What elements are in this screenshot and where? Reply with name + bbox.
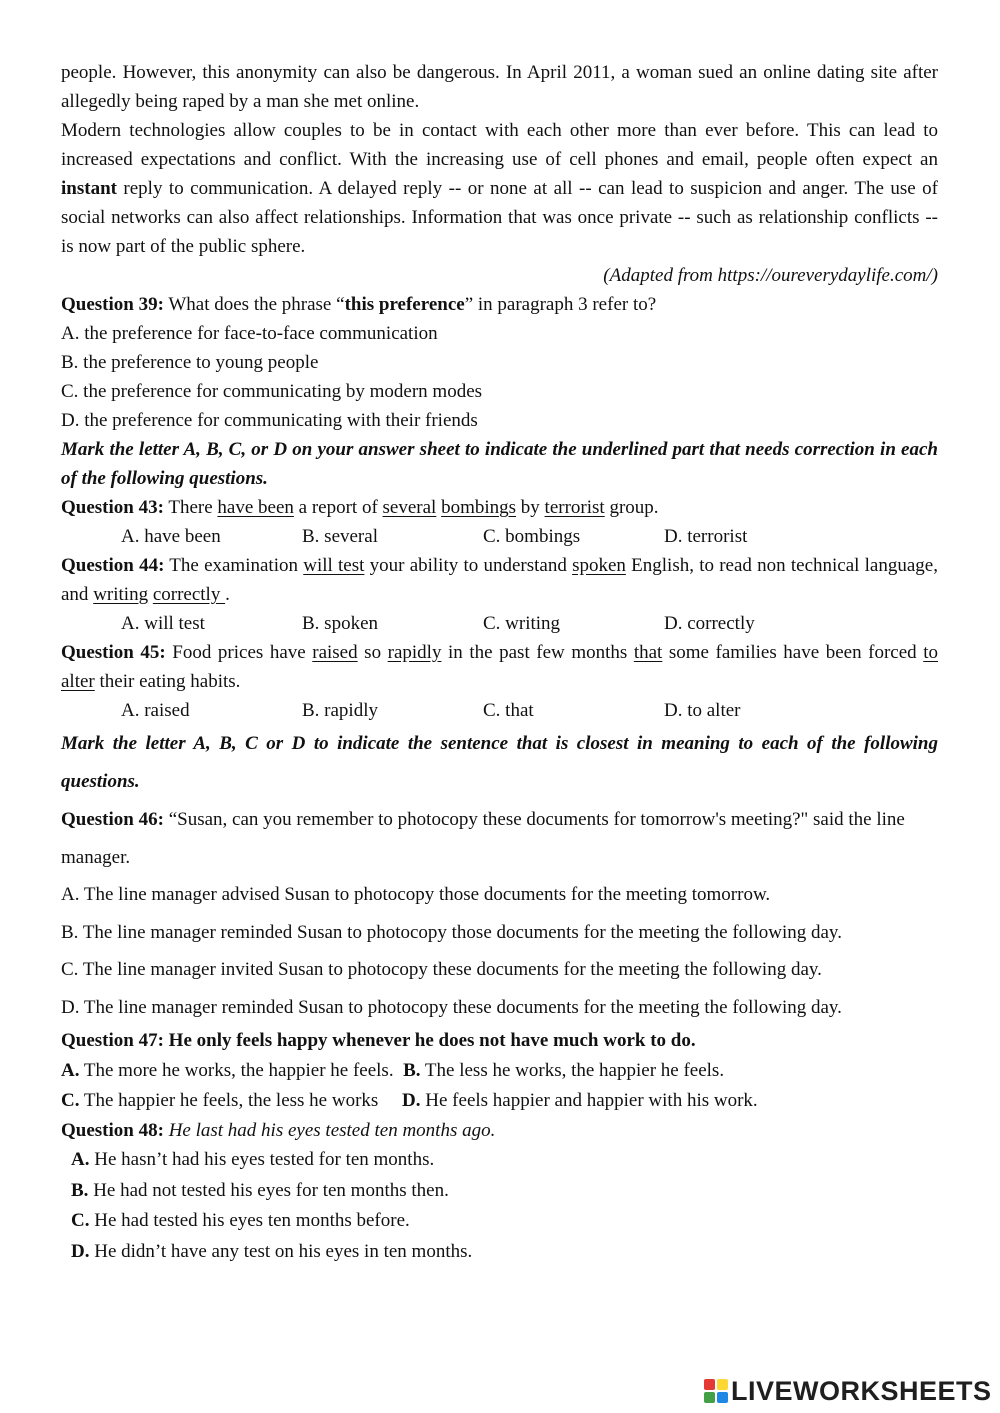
liveworksheets-logo-icon xyxy=(703,1378,729,1404)
q46-option-b[interactable]: B. The line manager reminded Susan to photocopy those documents for the meeting the following day. xyxy=(61,921,842,943)
question-46: Question 46: “Susan, can you remember to photocopy these documents for tomorrow's meeting?" said the line manager. xyxy=(61,809,905,868)
q43-option-b[interactable]: B. several xyxy=(302,526,378,547)
q46-option-d[interactable]: D. The line manager reminded Susan to photocopy these documents for the meeting the following day. xyxy=(61,996,842,1018)
q45-option-d[interactable]: D. to alter xyxy=(664,700,741,721)
passage-paragraph-1: people. However, this anonymity can also be dangerous. In April 2011, a woman sued an online dating site after allegedly being raped by a man she met online. xyxy=(61,62,938,112)
word-instant: instant xyxy=(61,178,117,199)
q39-option-b[interactable]: B. the preference to young people xyxy=(61,352,319,373)
q45-options xyxy=(61,696,938,725)
q48-option-d[interactable]: D. He didn’t have any test on his eyes in ten months. xyxy=(71,1240,473,1262)
q48-option-c[interactable]: C. He had tested his eyes ten months before. xyxy=(71,1210,410,1231)
q43-option-c[interactable]: C. bombings xyxy=(483,526,581,547)
q43-options xyxy=(61,522,938,551)
q45-option-a[interactable]: A. raised xyxy=(121,700,190,721)
q47-option-d[interactable]: D. He feels happier and happier with his work. xyxy=(402,1090,758,1111)
q44-option-a[interactable]: A. will test xyxy=(121,613,205,634)
q39-option-a[interactable]: A. the preference for face-to-face communication xyxy=(61,323,438,344)
liveworksheets-logo xyxy=(703,1376,992,1406)
q48-option-b[interactable]: B. He had not tested his eyes for ten months then. xyxy=(71,1179,449,1201)
q46-option-a[interactable]: A. The line manager advised Susan to photocopy those documents for the meeting tomorrow. xyxy=(61,884,771,905)
question-48: Question 48: He last had his eyes tested ten months ago. xyxy=(61,1120,496,1141)
q43-option-a[interactable]: A. have been xyxy=(121,526,221,547)
q44-option-d[interactable]: D. correctly xyxy=(664,613,755,634)
passage-paragraph-2: Modern technologies allow couples to be in contact with each other more than ever before. This can lead to increased expectations and conflict. With the increasing use of cell phones and email, people often expect an instant reply to communication. A delayed reply -- or none at all -- can lead to suspicion and anger. The use of social networks can also affect relationships. Information that was once private -- such as relationship conflicts -- is now part of the public sphere. xyxy=(61,120,938,257)
question-47: Question 47: He only feels happy whenever he does not have much work to do. xyxy=(61,1030,696,1051)
instruction-error-identification: Mark the letter A, B, C, or D on your answer sheet to indicate the underlined part that needs correction in each of the following questions. xyxy=(61,439,938,489)
q48-options xyxy=(61,1145,938,1267)
liveworksheets-wordmark: LIVEWORKSHEETS xyxy=(731,1375,992,1406)
q47-options-cd xyxy=(61,1086,938,1116)
q47-option-b[interactable]: B. The less he works, the happier he feels. xyxy=(403,1060,725,1081)
q47-option-a[interactable]: A. The more he works, the happier he feels. xyxy=(61,1060,394,1081)
question-45: Question 45: Food prices have raised so rapidly in the past few months that some families have been forced to alter their eating habits. xyxy=(61,642,938,692)
question-43: Question 43: There have been a report of several bombings by terrorist group. xyxy=(61,497,659,518)
q43-option-d[interactable]: D. terrorist xyxy=(664,526,748,547)
q46-option-c[interactable]: C. The line manager invited Susan to photocopy these documents for the meeting the following day. xyxy=(61,959,822,980)
q45-option-b[interactable]: B. rapidly xyxy=(302,700,378,721)
q39-option-c[interactable]: C. the preference for communicating by modern modes xyxy=(61,381,483,402)
question-46-block xyxy=(61,801,938,1026)
question-44: Question 44: The examination will test your ability to understand spoken English, to read non technical language, and writing correctly . xyxy=(61,555,938,605)
instruction-closest-meaning: Mark the letter A, B, C or D to indicate the sentence that is closest in meaning to each of the following questions. xyxy=(61,733,938,792)
q48-option-a[interactable]: A. He hasn’t had his eyes tested for ten months. xyxy=(71,1149,435,1170)
q44-option-b[interactable]: B. spoken xyxy=(302,613,378,634)
q45-option-c[interactable]: C. that xyxy=(483,700,534,721)
q39-option-d[interactable]: D. the preference for communicating with their friends xyxy=(61,410,478,431)
q44-options xyxy=(61,609,938,638)
question-47-block xyxy=(61,1026,938,1116)
q44-option-c[interactable]: C. writing xyxy=(483,613,561,634)
question-39: Question 39: What does the phrase “this preference” in paragraph 3 refer to? xyxy=(61,294,657,315)
q47-options-ab xyxy=(61,1056,938,1086)
worksheet-page xyxy=(61,58,938,1267)
passage-source: (Adapted from https://oureverydaylife.com/) xyxy=(603,265,938,286)
q47-option-c[interactable]: C. The happier he feels, the less he works xyxy=(61,1090,379,1111)
